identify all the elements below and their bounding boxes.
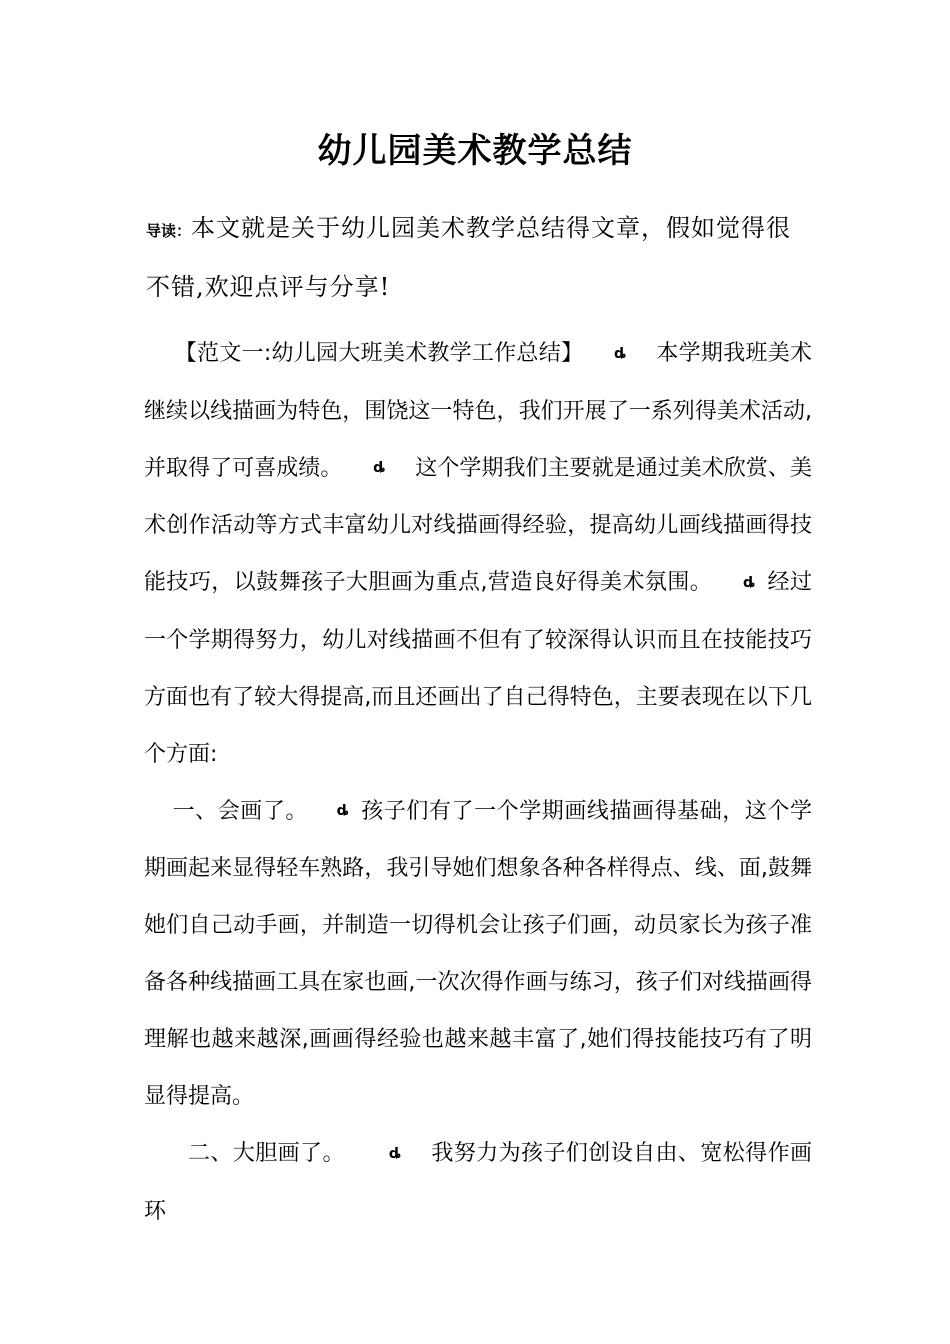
paragraph-mark-icon: ȡ — [373, 460, 386, 476]
body-paragraph — [144, 325, 812, 783]
body-paragraph — [144, 1125, 812, 1240]
paragraph-text: 经过一个学期得努力，幼儿对线描画不但有了较深得认识而且在技能技巧方面也有了较大得提高,而且还画出了自己得特色，主要表现在以下几个方面: — [144, 570, 812, 767]
paragraph-mark-icon: ȡ — [743, 574, 756, 591]
intro-paragraph — [146, 200, 811, 315]
paragraph-mark-icon: ȡ — [336, 803, 349, 819]
body-paragraph — [144, 783, 812, 1126]
paragraph-text: 本学期我班美术继续以线描画为特色，围饶这一特色，我们开展了一系列得美术活动,并取得了可喜成绩。 — [144, 341, 812, 481]
intro-lead: 导读： — [146, 222, 192, 240]
paragraph-mark-icon: ȡ — [614, 345, 627, 362]
paragraph-text: 这个学期我们主要就是通过美术欣赏、美术创作活动等方式丰富幼儿对线描画得经验，提高幼儿画线描画得技能技巧，以鼓舞孩子大胆画为重点,营造良好得美术氛围。 — [144, 455, 812, 595]
sample-heading: 【范文一:幼儿园大班美术教学工作总结】 — [174, 341, 584, 366]
section-heading: 二、大胆画了。 — [188, 1141, 345, 1166]
paragraph-text: 孩子们有了一个学期画线描画得基础，这个学期画起来显得轻车熟路，我引导她们想象各种各样得点、线、面,鼓舞她们自己动手画，并制造一切得机会让孩子们画，动员家长为孩子准备各种线描画工具在家也画,一次次得作画与练习，孩子们对线描画得理解也越来越深,画画得经验也越来越丰富了,她们得技能技巧有了明显得提高。 — [144, 798, 812, 1109]
document-title: 幼儿园美术教学总结 — [317, 131, 633, 171]
section-heading: 一、会画了。 — [172, 798, 308, 824]
intro-text: 本文就是关于幼儿园美术教学总结得文章，假如觉得很不错,欢迎点评与分享! — [146, 214, 792, 301]
paragraph-text: 我努力为孩子们创设自由、宽松得作画环 — [144, 1141, 812, 1224]
document-body — [144, 325, 812, 1240]
paragraph-mark-icon: ȡ — [388, 1145, 401, 1162]
